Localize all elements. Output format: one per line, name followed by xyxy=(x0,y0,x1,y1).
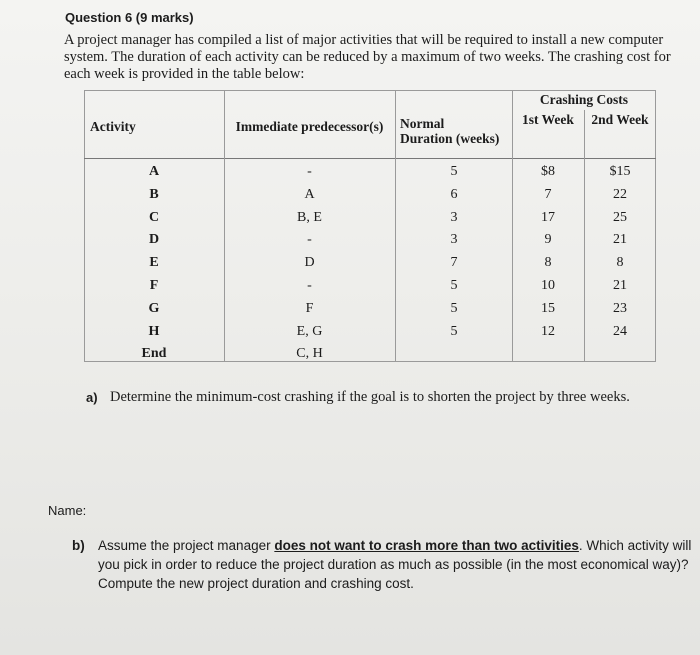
cell-week1: 8 xyxy=(544,255,552,271)
header-week2: 2nd Week xyxy=(591,112,649,127)
header-divider xyxy=(84,158,656,159)
cell-week1: $8 xyxy=(541,164,555,179)
cell-activity: C xyxy=(148,209,160,225)
cell-predecessor: - xyxy=(307,232,312,248)
part-b-text-after: . Which activity will you pick in order to reduce the project duration as much as possible (in the most economical way)? Compute the new project duration and crashing cost. xyxy=(98,538,692,591)
cell-duration: 5 xyxy=(450,300,458,316)
cell-duration: 5 xyxy=(450,278,458,293)
part-a xyxy=(86,388,676,408)
cell-week1: 9 xyxy=(544,232,552,248)
table-border-top xyxy=(84,90,656,91)
cell-week1: 7 xyxy=(544,186,552,202)
cell-week1: 10 xyxy=(541,278,555,293)
cell-activity: E xyxy=(149,255,159,271)
cell-duration: 3 xyxy=(450,209,458,225)
table-border-right xyxy=(655,90,656,362)
cell-week2: $15 xyxy=(609,164,631,179)
cell-duration: 6 xyxy=(450,186,458,202)
cell-predecessor: - xyxy=(307,278,312,293)
cell-week2: 23 xyxy=(613,300,627,316)
cell-duration: 7 xyxy=(450,255,458,271)
question-intro: A project manager has compiled a list of major activities that will be required to install a new computer system. The duration of each activity can be reduced by a maximum of two weeks. The crashing cost for each week is provided in the table below: xyxy=(64,32,671,82)
part-b-underlined: does not want to crash more than two activities xyxy=(274,538,579,553)
header-activity: Activity xyxy=(90,119,136,134)
cell-predecessor: F xyxy=(305,300,314,316)
part-b-text-before: Assume the project manager xyxy=(98,538,275,553)
cell-predecessor: E, G xyxy=(296,323,323,339)
name-label: Name: xyxy=(48,503,87,518)
cell-predecessor: D xyxy=(304,255,315,271)
cell-week1: 12 xyxy=(541,323,555,339)
header-predecessor: Immediate predecessor(s) xyxy=(235,119,384,134)
part-b-label: b) xyxy=(72,538,85,553)
crashing-table xyxy=(84,90,656,362)
cell-activity: F xyxy=(149,278,159,293)
part-a-label: a) xyxy=(86,390,98,405)
cell-activity: D xyxy=(148,232,160,248)
part-b-text xyxy=(98,536,692,593)
cell-week2: 24 xyxy=(613,323,627,339)
cell-predecessor: - xyxy=(307,164,312,179)
cell-duration: 5 xyxy=(450,323,458,339)
header-duration: Duration (weeks) xyxy=(400,131,500,146)
col-divider-2 xyxy=(395,90,396,362)
header-crashing-costs: Crashing Costs xyxy=(539,92,629,107)
cell-activity: G xyxy=(148,300,160,316)
header-normal: Normal xyxy=(400,116,445,131)
question-title: Question 6 (9 marks) xyxy=(65,10,194,25)
cell-predecessor: C, H xyxy=(296,346,323,362)
cell-week2: 8 xyxy=(616,255,624,271)
cell-duration: 3 xyxy=(450,232,458,248)
cell-week1: 15 xyxy=(541,300,555,316)
cell-predecessor: A xyxy=(304,186,315,202)
cell-week2: 22 xyxy=(613,186,627,202)
part-a-text: Determine the minimum-cost crashing if the goal is to shorten the project by three weeks. xyxy=(110,389,630,405)
cell-activity: B xyxy=(149,186,159,202)
cell-week2: 21 xyxy=(613,278,627,293)
header-week1: 1st Week xyxy=(522,112,574,127)
table-border-left xyxy=(84,90,85,362)
col-divider-3 xyxy=(512,90,513,362)
cell-activity: A xyxy=(148,164,160,179)
cell-activity: H xyxy=(148,323,160,339)
cell-week2: 25 xyxy=(613,209,627,225)
cell-activity: End xyxy=(141,346,167,362)
cell-duration: 5 xyxy=(450,164,458,179)
cell-predecessor: B, E xyxy=(297,209,322,225)
cell-week2: 21 xyxy=(613,232,627,248)
cell-week1: 17 xyxy=(541,209,555,225)
